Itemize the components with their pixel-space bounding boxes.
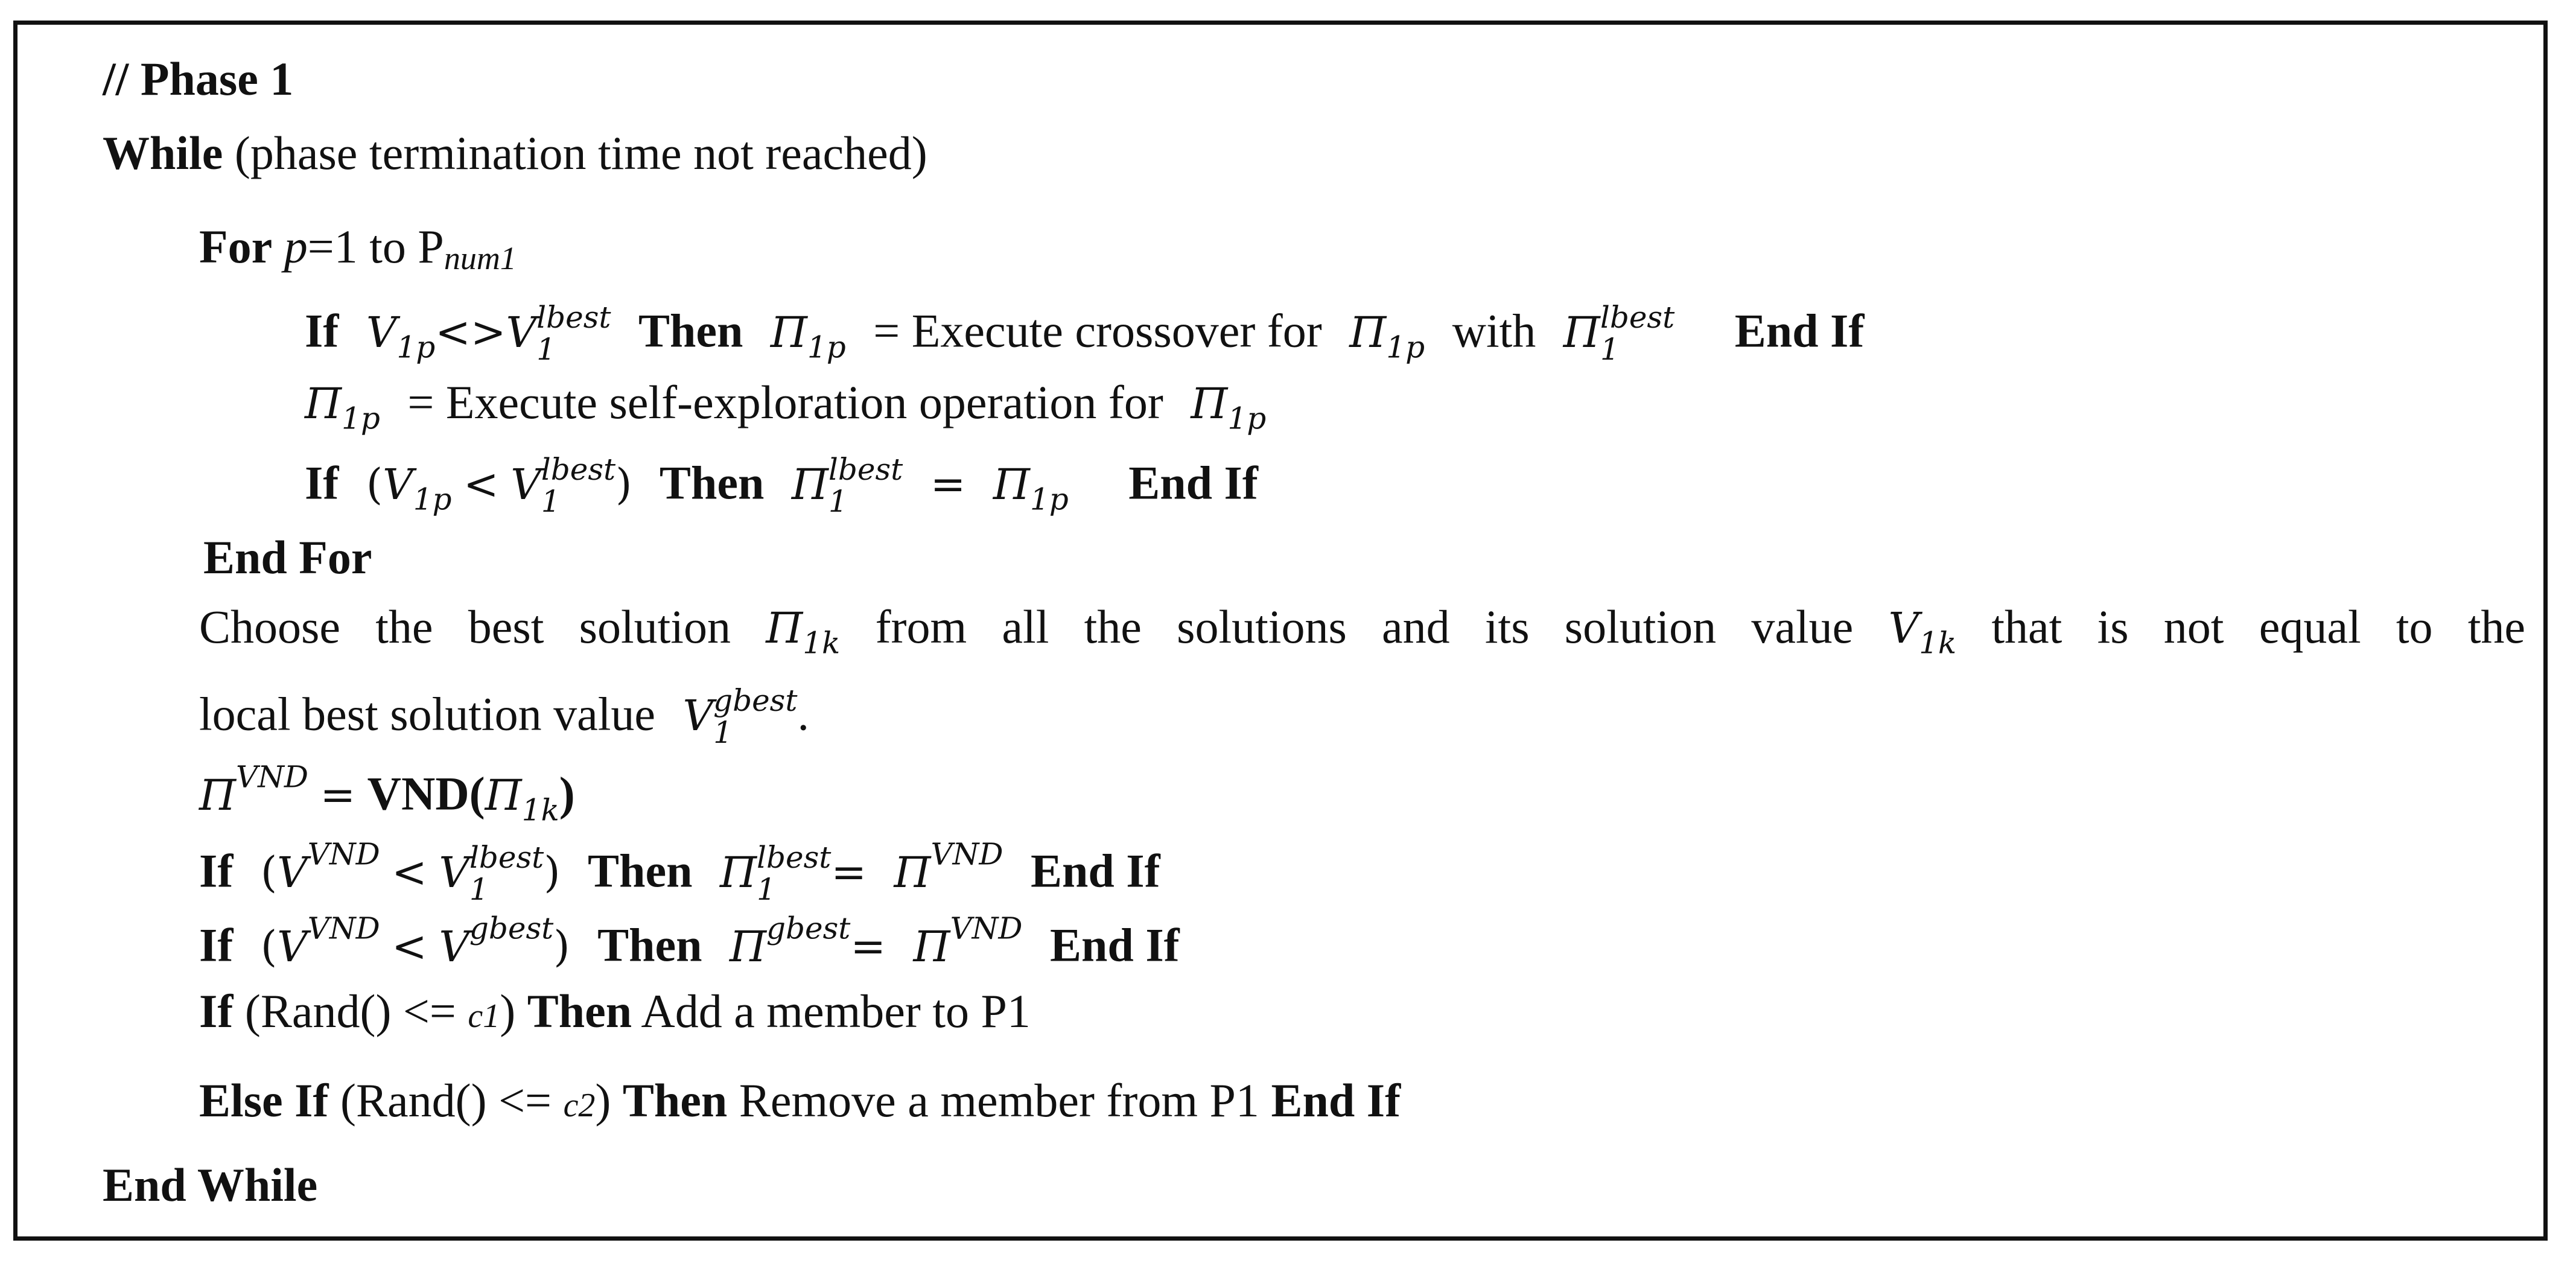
then-keyword: Then (659, 456, 765, 509)
while-condition: (phase termination time not reached) (234, 127, 927, 179)
for-variable: p (284, 220, 308, 273)
if-keyword: If (199, 844, 234, 897)
less-than-operator: < (463, 459, 499, 509)
remove-member-text: Remove a member from P1 (739, 1074, 1259, 1127)
then-keyword: Then (638, 304, 743, 357)
then-keyword: Then (527, 985, 632, 1037)
pi-vnd: $\Pi^{VND}$ (913, 911, 1023, 972)
local-best-value-line: local best solution value V gbest 1 . (199, 683, 809, 750)
not-equal-operator: <> (435, 307, 506, 357)
self-exploration-text: = Execute self-exploration operation for (407, 376, 1163, 428)
choose-text-b: from all the solutions and its solution value (875, 600, 1854, 653)
if-keyword: If (199, 985, 234, 1037)
add-member-text: Add a member to P1 (641, 985, 1031, 1037)
pi-1p: $\Pi_{1p}$ (993, 459, 1069, 517)
v1-gbest: V gbest 1 (682, 683, 798, 750)
v-vnd: $V^{VND}$ (277, 911, 380, 972)
pi-1p: $\Pi_{1p}$ (305, 379, 380, 436)
crossover-line (305, 302, 1864, 365)
pi-1k: $\Pi_{1k}$ (766, 603, 841, 661)
less-than-operator: < (392, 921, 427, 972)
pi-1p: $\Pi_{1p}$ (1191, 379, 1267, 436)
v-1p: $V_{1p}$ (383, 459, 452, 517)
while-line (103, 127, 927, 179)
else-if-keyword: Else If (199, 1074, 329, 1127)
pi-gbest: $\Pi^{gbest}$ (729, 911, 851, 972)
update-local-best-line: If ($V_{1p} < V$ lbest 1 ) Then Π lbest 1 = $\Pi_{1p}$ End If (305, 452, 1258, 519)
pi1-lbest: Π lbest 1 (719, 840, 832, 907)
while-keyword: While (103, 127, 223, 179)
vnd-global-best-line: If $(V^{VND} < V^{gbest})$ Then $\Pi^{gbest}= \Pi^{VND}$ End If (199, 911, 1180, 972)
choose-text-d: local best solution value (199, 687, 656, 740)
v1-lbest: V lbest 1 (506, 300, 611, 367)
v-vnd: $V^{VND}$ (277, 836, 380, 897)
for-line (199, 220, 517, 276)
if-keyword: If (305, 456, 339, 509)
v-gbest: $V^{gbest}$ (439, 911, 554, 972)
v1-lbest: V lbest 1 (510, 452, 616, 519)
end-for-keyword: End For (203, 531, 372, 584)
rand-condition: (Rand() <= (340, 1074, 552, 1127)
vnd-local-best-line: If ($V^{VND} < V$ lbest 1 ) Then Π lbest 1 = $\Pi^{VND}$ End If (199, 836, 1160, 907)
choose-text-a: Choose the best solution (199, 600, 731, 653)
choose-text-c: that is not equal to the (1991, 600, 2526, 653)
end-while-keyword: End While (103, 1159, 318, 1211)
pi-1p: $\Pi_{1p}$ (770, 307, 846, 364)
end-if-keyword: End If (1128, 456, 1258, 509)
pi1-lbest: Π lbest 1 (791, 452, 903, 519)
vnd-function: VND( (367, 767, 485, 820)
rand-condition: (Rand() <= (244, 985, 456, 1037)
vnd-call-line: $\Pi^{VND} = VND(\Pi_{1k})$ (199, 759, 575, 827)
less-than-operator: < (392, 847, 427, 897)
for-keyword: For (199, 220, 273, 273)
remove-member-line: Else If (Rand() <= c2) Then Remove a member from P1 End If (199, 1074, 1401, 1127)
end-if-keyword: End If (1031, 844, 1160, 897)
for-range: =1 to P (307, 220, 444, 273)
pi-1p: $\Pi_{1p}$ (1349, 307, 1425, 364)
choose-best-line (199, 600, 2526, 661)
c1-parameter: c1 (468, 997, 500, 1035)
then-keyword: Then (622, 1074, 728, 1127)
with-text: with (1452, 304, 1536, 357)
pi-vnd: $\Pi^{VND}$ (894, 836, 1003, 897)
pi1-lbest: Π lbest 1 (1563, 300, 1675, 367)
v-1k: $V_{1k}$ (1888, 603, 1957, 661)
then-keyword: Then (588, 844, 693, 897)
self-exploration-line (305, 376, 1267, 436)
end-if-keyword: End If (1050, 918, 1180, 972)
end-if-keyword: End If (1734, 304, 1865, 357)
pi-1k: $\Pi_{1k}$ (485, 770, 559, 827)
add-member-line: If (Rand() <= c1) Then Add a member to P1 (199, 985, 1031, 1037)
c2-parameter: c2 (563, 1087, 596, 1124)
if-keyword: If (199, 918, 234, 972)
if-keyword: If (305, 304, 339, 357)
crossover-text: = Execute crossover for (873, 304, 1322, 357)
for-range-subscript: num1 (444, 240, 517, 276)
pi-vnd: $\Pi^{VND}$ (199, 759, 308, 820)
end-if-keyword: End If (1271, 1074, 1401, 1127)
v1-lbest: V lbest 1 (439, 840, 544, 907)
phase-comment: // Phase 1 (103, 52, 294, 105)
v-1p: $V_{1p}$ (366, 307, 436, 364)
then-keyword: Then (597, 918, 702, 972)
